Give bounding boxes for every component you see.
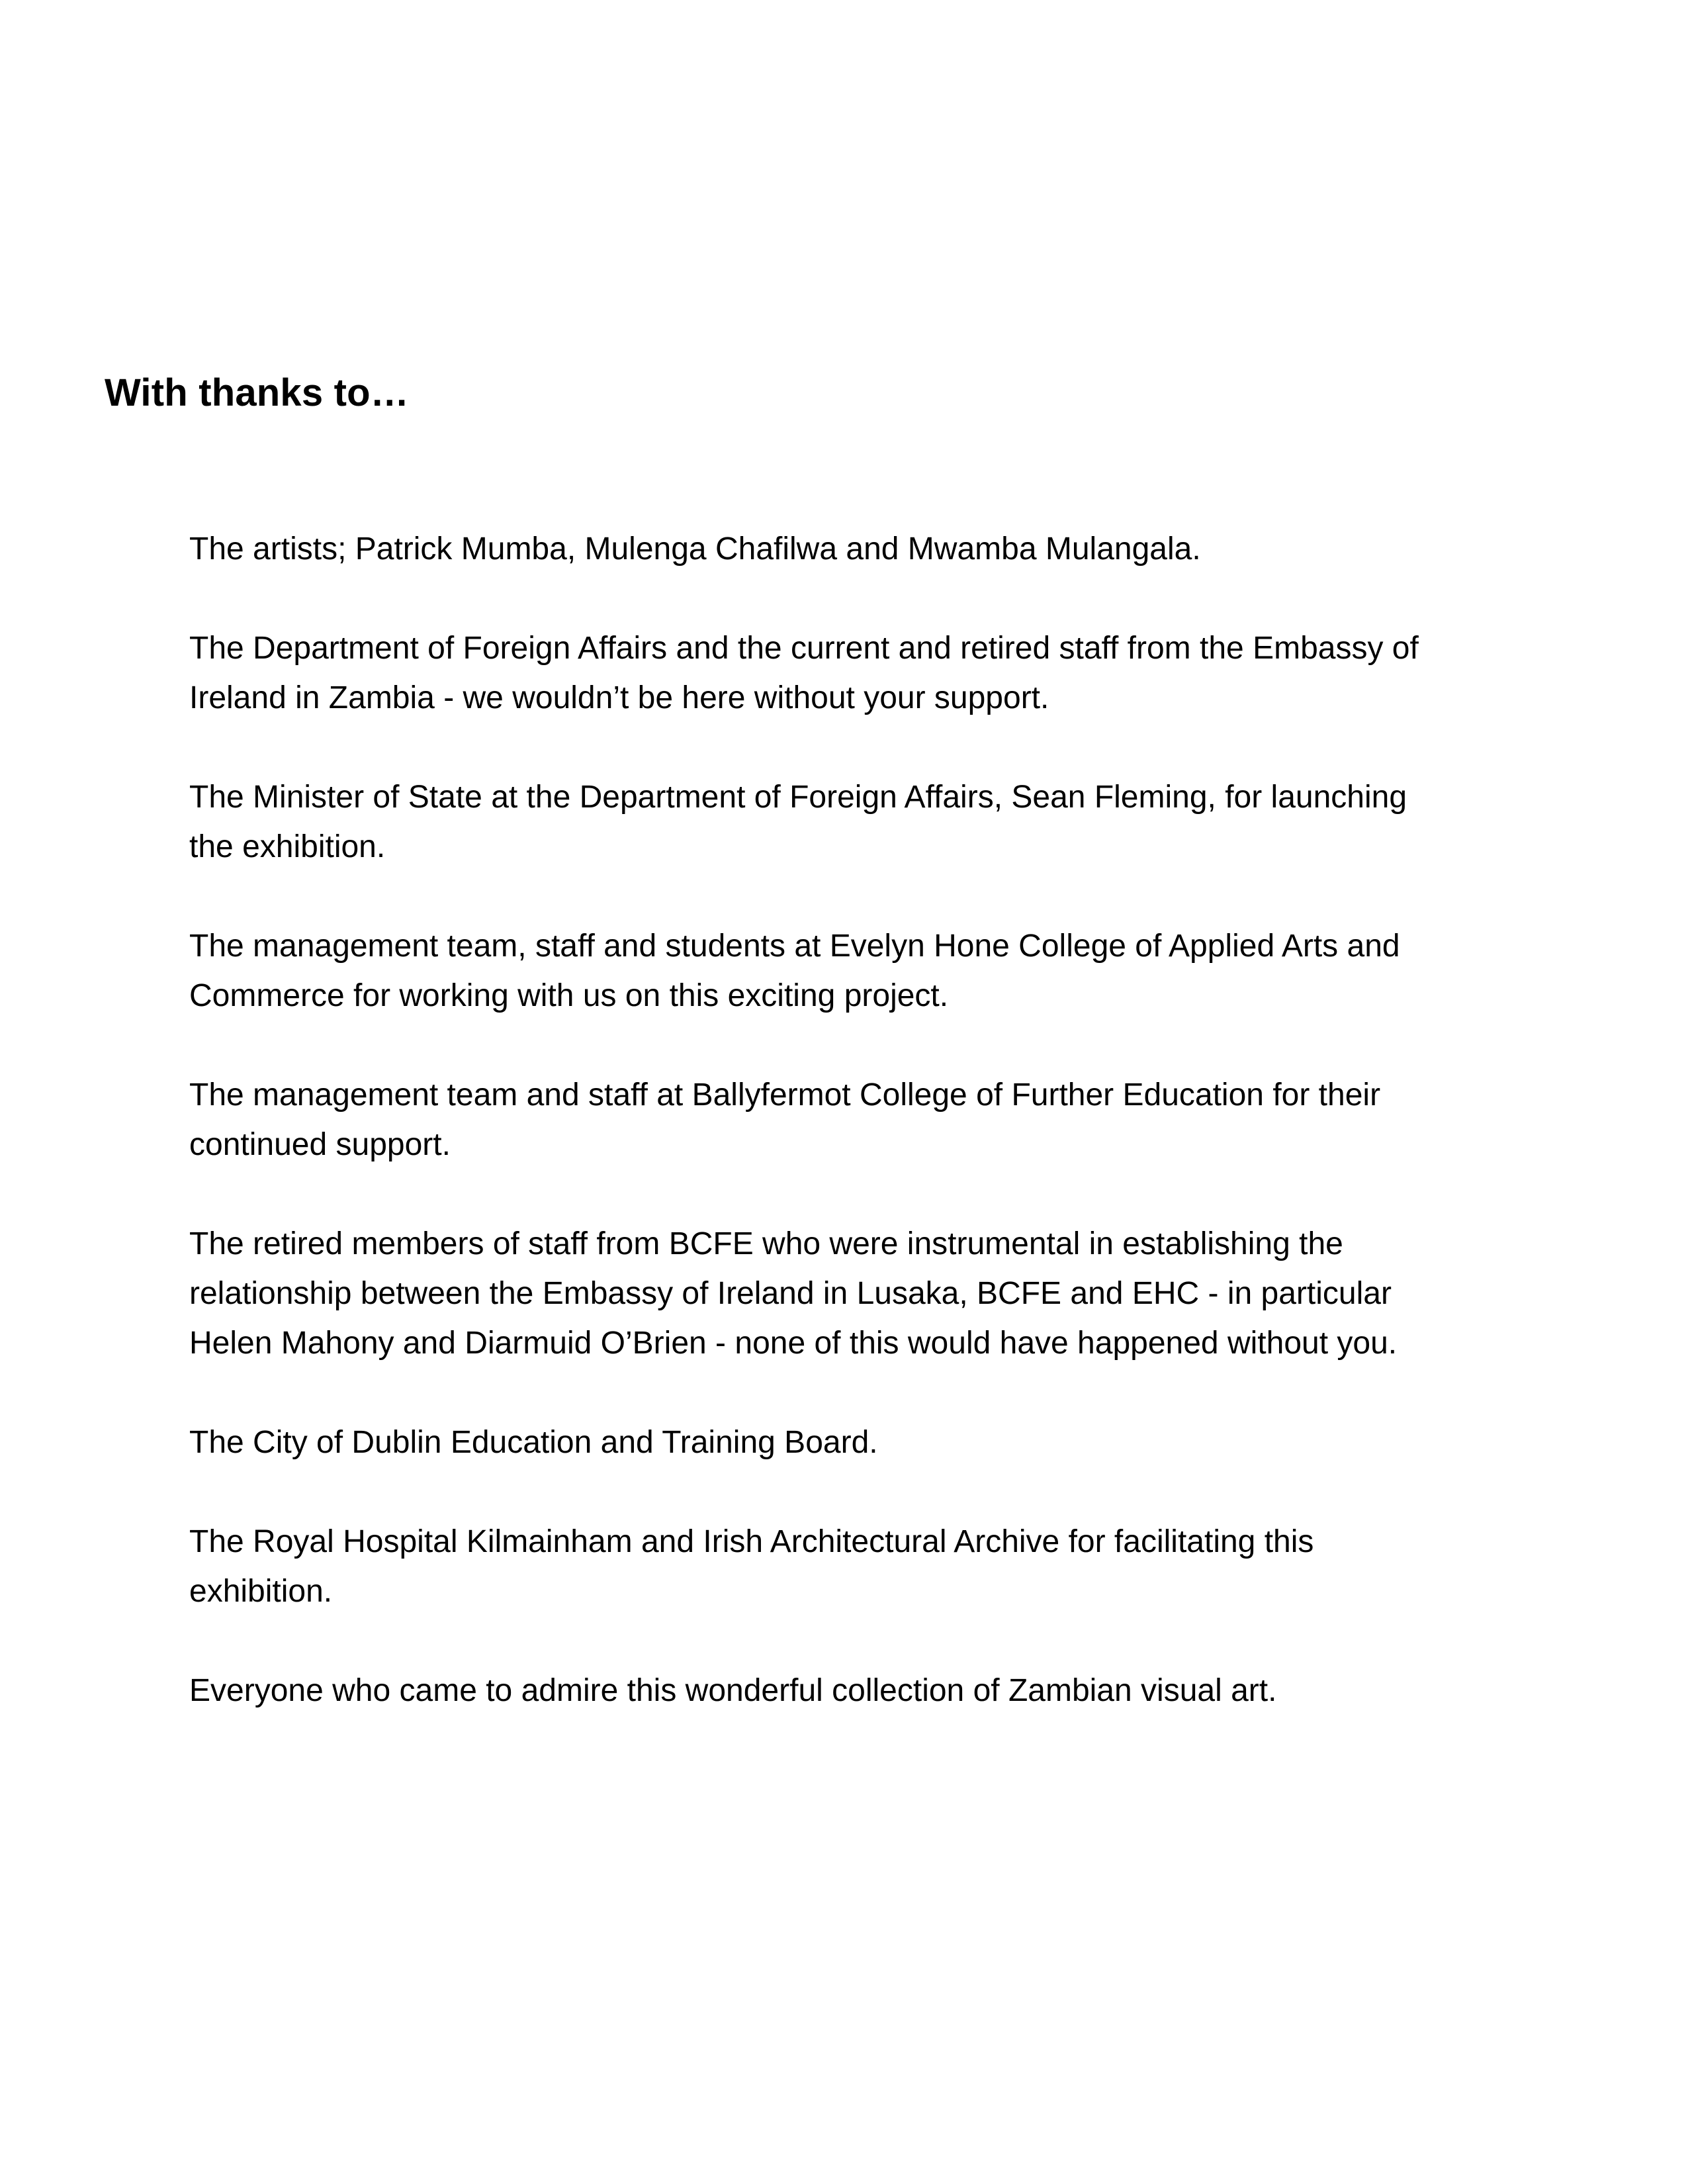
paragraph-line: The Department of Foreign Affairs and the current and retired staff from the Embassy of [189, 631, 1419, 666]
acknowledgement-paragraph [189, 623, 1519, 723]
paragraph-line: exhibition. [189, 1574, 333, 1609]
paragraph-line: the exhibition. [189, 829, 386, 864]
paragraph-line: The artists; Patrick Mumba, Mulenga Chafilwa and Mwamba Mulangala. [189, 531, 1201, 567]
paragraph-line: relationship between the Embassy of Ireland in Lusaka, BCFE and EHC - in particular [189, 1276, 1392, 1311]
acknowledgement-paragraph [189, 1418, 1519, 1467]
acknowledgement-paragraph [189, 772, 1519, 872]
paragraph-line: Everyone who came to admire this wonderful collection of Zambian visual art. [189, 1673, 1277, 1708]
paragraph-line: continued support. [189, 1127, 451, 1162]
acknowledgement-paragraph [189, 921, 1519, 1021]
paragraph-line: Helen Mahony and Diarmuid O’Brien - none of this would have happened without you. [189, 1326, 1398, 1361]
acknowledgement-paragraph [189, 524, 1519, 574]
paragraph-line: The management team, staff and students at Evelyn Hone College of Applied Arts and [189, 929, 1400, 964]
acknowledgements-list [189, 524, 1519, 1765]
paragraph-line: The Royal Hospital Kilmainham and Irish Architectural Archive for facilitating this [189, 1524, 1314, 1559]
paragraph-line: The City of Dublin Education and Training Board. [189, 1425, 878, 1460]
acknowledgement-paragraph [189, 1070, 1519, 1169]
paragraph-line: The retired members of staff from BCFE who were instrumental in establishing the [189, 1226, 1343, 1261]
paragraph-line: Commerce for working with us on this exciting project. [189, 978, 949, 1013]
paragraph-line: Ireland in Zambia - we wouldn’t be here without your support. [189, 680, 1049, 715]
acknowledgement-paragraph [189, 1517, 1519, 1616]
acknowledgement-paragraph [189, 1219, 1519, 1368]
paragraph-line: The management team and staff at Ballyfermot College of Further Education for their [189, 1077, 1381, 1113]
paragraph-line: The Minister of State at the Department of Foreign Affairs, Sean Fleming, for launching [189, 780, 1407, 815]
acknowledgement-paragraph [189, 1666, 1519, 1715]
page-heading: With thanks to… [105, 371, 410, 414]
